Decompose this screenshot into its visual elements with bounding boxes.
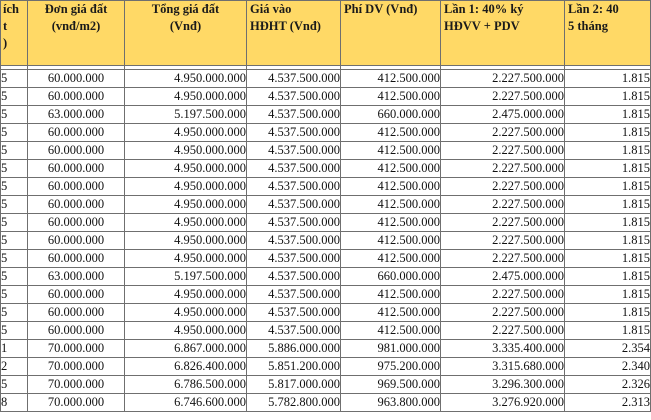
cell-area: 5	[1, 376, 28, 394]
cell-area: 5	[1, 196, 28, 214]
cell-installment-2: 2.326	[565, 376, 651, 394]
cell-unit-price: 60.000.000	[28, 178, 125, 196]
table-row	[1, 286, 651, 304]
cell-service-fee: 412.500.000	[341, 286, 441, 304]
cell-installment-1: 2.227.500.000	[441, 304, 565, 322]
cell-contract-price: 5.886.000.000	[247, 340, 341, 358]
cell-area: 5	[1, 178, 28, 196]
cell-contract-price: 4.537.500.000	[247, 286, 341, 304]
cell-contract-price: 4.537.500.000	[247, 124, 341, 142]
cell-total-land-price: 4.950.000.000	[125, 124, 247, 142]
cell-area: 5	[1, 250, 28, 268]
cell-installment-2: 1.815	[565, 268, 651, 286]
cell-installment-2: 1.815	[565, 70, 651, 88]
cell-service-fee: 660.000.000	[341, 268, 441, 286]
cell-contract-price: 4.537.500.000	[247, 178, 341, 196]
cell-contract-price: 4.537.500.000	[247, 232, 341, 250]
cell-installment-1: 2.227.500.000	[441, 214, 565, 232]
cell-unit-price: 60.000.000	[28, 286, 125, 304]
cell-area: 5	[1, 160, 28, 178]
header-area-col: ích t )	[1, 1, 28, 66]
cell-service-fee: 412.500.000	[341, 178, 441, 196]
cell-unit-price: 60.000.000	[28, 322, 125, 340]
cell-total-land-price: 5.197.500.000	[125, 106, 247, 124]
cell-unit-price: 60.000.000	[28, 88, 125, 106]
cell-area: 5	[1, 232, 28, 250]
cell-unit-price: 60.000.000	[28, 196, 125, 214]
table-row	[1, 376, 651, 394]
cell-unit-price: 60.000.000	[28, 232, 125, 250]
header-total-land-price: Tổng giá đất (Vnđ)	[125, 1, 247, 66]
cell-installment-1: 3.315.680.000	[441, 358, 565, 376]
header-installment-2: Lần 2: 40 5 tháng	[565, 1, 651, 66]
cell-contract-price: 4.537.500.000	[247, 268, 341, 286]
cell-unit-price: 63.000.000	[28, 268, 125, 286]
cell-service-fee: 963.800.000	[341, 394, 441, 412]
cell-service-fee: 412.500.000	[341, 124, 441, 142]
cell-contract-price: 5.817.000.000	[247, 376, 341, 394]
header-unit-price: Đơn giá đất (vnđ/m2)	[28, 1, 125, 66]
cell-unit-price: 60.000.000	[28, 160, 125, 178]
cell-unit-price: 70.000.000	[28, 340, 125, 358]
cell-installment-2: 1.815	[565, 88, 651, 106]
cell-installment-1: 3.276.920.000	[441, 394, 565, 412]
cell-total-land-price: 6.786.500.000	[125, 376, 247, 394]
cell-installment-2: 1.815	[565, 160, 651, 178]
cell-installment-2: 1.815	[565, 322, 651, 340]
cell-service-fee: 412.500.000	[341, 232, 441, 250]
cell-area: 8	[1, 394, 28, 412]
cell-total-land-price: 4.950.000.000	[125, 304, 247, 322]
cell-area: 1	[1, 340, 28, 358]
cell-installment-1: 2.227.500.000	[441, 124, 565, 142]
cell-total-land-price: 4.950.000.000	[125, 160, 247, 178]
cell-contract-price: 4.537.500.000	[247, 70, 341, 88]
cell-area: 5	[1, 70, 28, 88]
cell-total-land-price: 4.950.000.000	[125, 322, 247, 340]
table-row	[1, 268, 651, 286]
cell-area: 5	[1, 286, 28, 304]
table-row	[1, 124, 651, 142]
cell-contract-price: 4.537.500.000	[247, 304, 341, 322]
cell-installment-1: 2.475.000.000	[441, 268, 565, 286]
cell-contract-price: 4.537.500.000	[247, 160, 341, 178]
cell-installment-2: 1.815	[565, 142, 651, 160]
table-row	[1, 178, 651, 196]
table-row	[1, 394, 651, 412]
cell-service-fee: 412.500.000	[341, 304, 441, 322]
cell-installment-1: 2.227.500.000	[441, 142, 565, 160]
cell-total-land-price: 6.826.400.000	[125, 358, 247, 376]
table-row	[1, 142, 651, 160]
cell-unit-price: 60.000.000	[28, 124, 125, 142]
cell-installment-1: 2.227.500.000	[441, 178, 565, 196]
cell-contract-price: 4.537.500.000	[247, 142, 341, 160]
cell-installment-1: 2.227.500.000	[441, 250, 565, 268]
cell-service-fee: 969.500.000	[341, 376, 441, 394]
cell-unit-price: 63.000.000	[28, 106, 125, 124]
cell-service-fee: 412.500.000	[341, 322, 441, 340]
header-row	[1, 1, 651, 66]
cell-service-fee: 412.500.000	[341, 196, 441, 214]
table-row	[1, 250, 651, 268]
cell-area: 5	[1, 268, 28, 286]
cell-installment-1: 2.227.500.000	[441, 160, 565, 178]
cell-area: 5	[1, 322, 28, 340]
cell-contract-price: 5.851.200.000	[247, 358, 341, 376]
cell-installment-2: 1.815	[565, 178, 651, 196]
cell-service-fee: 412.500.000	[341, 88, 441, 106]
cell-installment-1: 3.335.400.000	[441, 340, 565, 358]
cell-service-fee: 412.500.000	[341, 70, 441, 88]
cell-total-land-price: 4.950.000.000	[125, 250, 247, 268]
cell-total-land-price: 4.950.000.000	[125, 178, 247, 196]
cell-installment-2: 1.815	[565, 214, 651, 232]
cell-contract-price: 4.537.500.000	[247, 250, 341, 268]
cell-total-land-price: 6.746.600.000	[125, 394, 247, 412]
cell-installment-1: 2.227.500.000	[441, 88, 565, 106]
table-row	[1, 304, 651, 322]
cell-contract-price: 5.782.800.000	[247, 394, 341, 412]
cell-installment-1: 2.227.500.000	[441, 232, 565, 250]
cell-area: 5	[1, 106, 28, 124]
cell-unit-price: 60.000.000	[28, 304, 125, 322]
cell-installment-2: 1.815	[565, 196, 651, 214]
cell-area: 5	[1, 142, 28, 160]
cell-contract-price: 4.537.500.000	[247, 214, 341, 232]
cell-area: 5	[1, 88, 28, 106]
cell-contract-price: 4.537.500.000	[247, 322, 341, 340]
cell-installment-2: 2.313	[565, 394, 651, 412]
cell-installment-2: 1.815	[565, 250, 651, 268]
table-row	[1, 106, 651, 124]
cell-contract-price: 4.537.500.000	[247, 106, 341, 124]
cell-installment-1: 2.475.000.000	[441, 106, 565, 124]
cell-installment-2: 1.815	[565, 286, 651, 304]
cell-total-land-price: 6.867.000.000	[125, 340, 247, 358]
cell-installment-2: 1.815	[565, 106, 651, 124]
cell-unit-price: 60.000.000	[28, 250, 125, 268]
table-row	[1, 70, 651, 88]
cell-area: 2	[1, 358, 28, 376]
table-row	[1, 358, 651, 376]
cell-installment-2: 1.815	[565, 304, 651, 322]
table-row	[1, 196, 651, 214]
cell-total-land-price: 5.197.500.000	[125, 268, 247, 286]
cell-total-land-price: 4.950.000.000	[125, 88, 247, 106]
cell-installment-2: 2.354	[565, 340, 651, 358]
table-row	[1, 88, 651, 106]
cell-installment-2: 1.815	[565, 232, 651, 250]
cell-service-fee: 412.500.000	[341, 214, 441, 232]
table-row	[1, 322, 651, 340]
table-row	[1, 214, 651, 232]
cell-unit-price: 60.000.000	[28, 70, 125, 88]
cell-contract-price: 4.537.500.000	[247, 88, 341, 106]
cell-installment-1: 2.227.500.000	[441, 196, 565, 214]
cell-service-fee: 981.000.000	[341, 340, 441, 358]
cell-unit-price: 60.000.000	[28, 214, 125, 232]
cell-area: 5	[1, 304, 28, 322]
table-body	[1, 66, 651, 412]
cell-service-fee: 975.200.000	[341, 358, 441, 376]
cell-installment-1: 2.227.500.000	[441, 70, 565, 88]
cell-installment-1: 2.227.500.000	[441, 286, 565, 304]
cell-total-land-price: 4.950.000.000	[125, 196, 247, 214]
table-row	[1, 232, 651, 250]
cell-installment-1: 3.296.300.000	[441, 376, 565, 394]
cell-installment-2: 1.815	[565, 124, 651, 142]
cell-service-fee: 412.500.000	[341, 142, 441, 160]
header-installment-1: Lần 1: 40% ký HĐVV + PDV	[441, 1, 565, 66]
cell-unit-price: 60.000.000	[28, 142, 125, 160]
cell-unit-price: 70.000.000	[28, 376, 125, 394]
cell-total-land-price: 4.950.000.000	[125, 232, 247, 250]
header-contract-price: Giá vào HĐHT (Vnđ)	[247, 1, 341, 66]
cell-installment-2: 2.340	[565, 358, 651, 376]
cell-total-land-price: 4.950.000.000	[125, 142, 247, 160]
cell-area: 5	[1, 124, 28, 142]
cell-unit-price: 70.000.000	[28, 358, 125, 376]
cell-unit-price: 70.000.000	[28, 394, 125, 412]
cell-installment-1: 2.227.500.000	[441, 322, 565, 340]
cell-contract-price: 4.537.500.000	[247, 196, 341, 214]
cell-area: 5	[1, 214, 28, 232]
cell-total-land-price: 4.950.000.000	[125, 286, 247, 304]
table-row	[1, 160, 651, 178]
cell-service-fee: 660.000.000	[341, 106, 441, 124]
cell-total-land-price: 4.950.000.000	[125, 214, 247, 232]
header-service-fee: Phí DV (Vnđ)	[341, 1, 441, 66]
cell-service-fee: 412.500.000	[341, 250, 441, 268]
table-row	[1, 340, 651, 358]
cell-service-fee: 412.500.000	[341, 160, 441, 178]
cell-total-land-price: 4.950.000.000	[125, 70, 247, 88]
